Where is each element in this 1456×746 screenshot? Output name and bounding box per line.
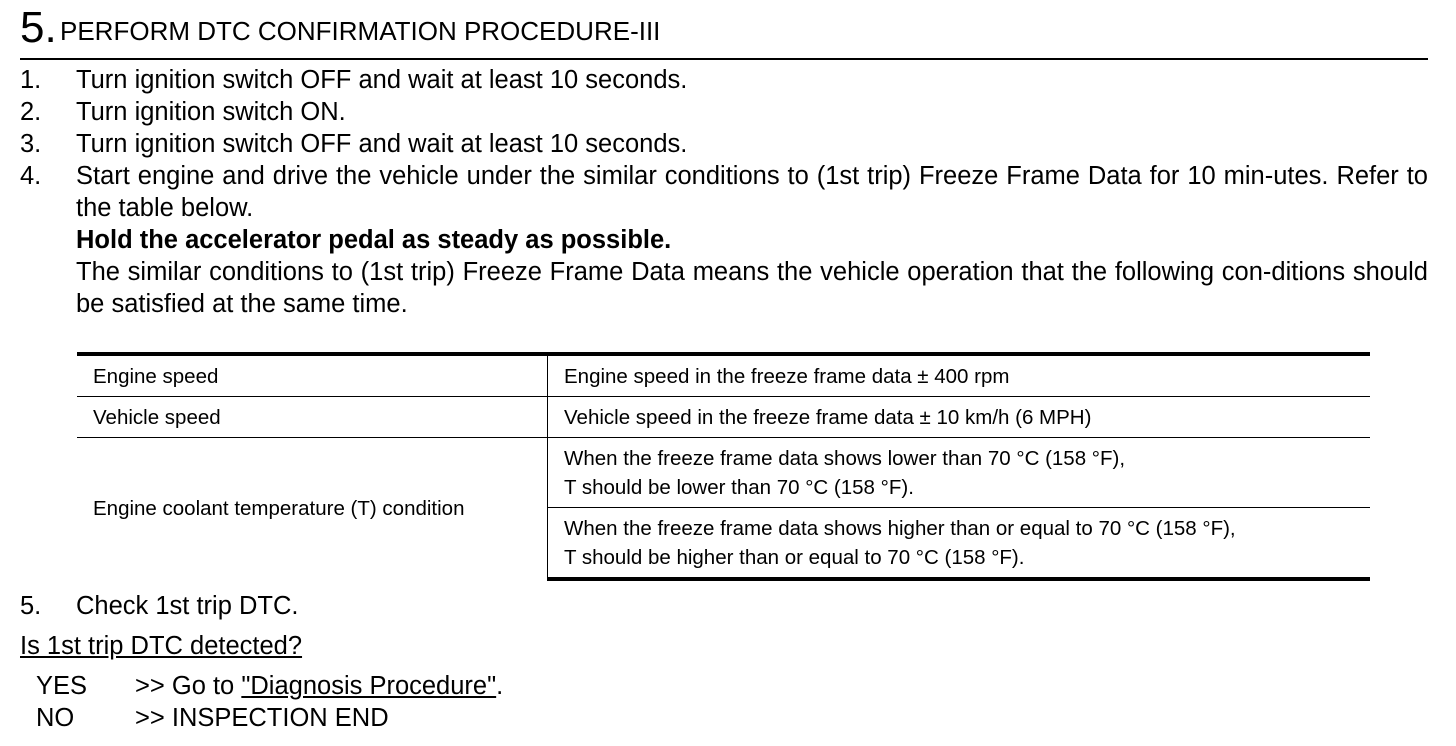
- answer-text: >> INSPECTION END: [135, 704, 389, 732]
- step-number: 3.: [20, 130, 42, 158]
- condition-label: Engine speed: [77, 354, 548, 397]
- answer-prefix: >> Go to: [135, 672, 242, 700]
- condition-line: T should be lower than 70 °C (158 °F).: [564, 475, 914, 499]
- condition-value: Engine speed in the freeze frame data ± 400 rpm: [548, 354, 1371, 397]
- inspection-question: Is 1st trip DTC detected?: [20, 632, 303, 660]
- condition-value: [548, 508, 1371, 580]
- section-number: 5.: [20, 3, 57, 52]
- step-1: [20, 64, 1428, 96]
- answer-text: [135, 670, 503, 702]
- condition-line: T should be higher than or equal to 70 °C (158 °F).: [564, 545, 1025, 569]
- condition-label: Engine coolant temperature (T) condition: [77, 438, 548, 580]
- answer-suffix: .: [496, 672, 504, 700]
- step-text: Turn ignition switch OFF and wait at least 10 seconds.: [76, 130, 688, 158]
- section-heading: [20, 0, 1428, 60]
- step-2: [20, 96, 1428, 128]
- step-list: [20, 64, 1428, 320]
- step-text: Start engine and drive the vehicle under the similar conditions to (1st trip) Freeze Frame Data for 10 min-utes. Refer to the table below.: [76, 162, 1428, 222]
- section-title: PERFORM DTC CONFIRMATION PROCEDURE-III: [60, 16, 661, 46]
- step-number: 4.: [20, 162, 42, 190]
- step-text: Turn ignition switch OFF and wait at least 10 seconds.: [76, 66, 688, 94]
- step-number: 1.: [20, 66, 42, 94]
- diagnosis-procedure-link[interactable]: "Diagnosis Procedure": [241, 672, 497, 700]
- step-number: 5.: [20, 592, 42, 620]
- step-5: [20, 590, 1456, 622]
- answer-key: NO: [36, 704, 75, 732]
- procedure-page: [20, 0, 1428, 732]
- conditions-table: [77, 352, 1370, 581]
- step-text: Check 1st trip DTC.: [76, 592, 299, 620]
- condition-value: Vehicle speed in the freeze frame data ± 10 km/h (6 MPH): [548, 397, 1371, 438]
- table-row: [77, 397, 1370, 438]
- condition-label: Vehicle speed: [77, 397, 548, 438]
- step-number: 2.: [20, 98, 42, 126]
- condition-line: When the freeze frame data shows higher than or equal to 70 °C (158 °F),: [564, 516, 1236, 540]
- answer-key: YES: [36, 672, 88, 700]
- condition-line: When the freeze frame data shows lower than 70 °C (158 °F),: [564, 446, 1126, 470]
- condition-value: [548, 438, 1371, 508]
- step-3: [20, 128, 1428, 160]
- step-explanation: The similar conditions to (1st trip) Freeze Frame Data means the vehicle operation that the following con-ditions should be satisfied at the same time.: [76, 258, 1428, 318]
- step-caution-note: Hold the accelerator pedal as steady as possible.: [76, 226, 672, 254]
- step-text: Turn ignition switch ON.: [76, 98, 346, 126]
- step-4: [20, 160, 1428, 320]
- table-row: [77, 354, 1370, 397]
- table-row: [77, 438, 1370, 508]
